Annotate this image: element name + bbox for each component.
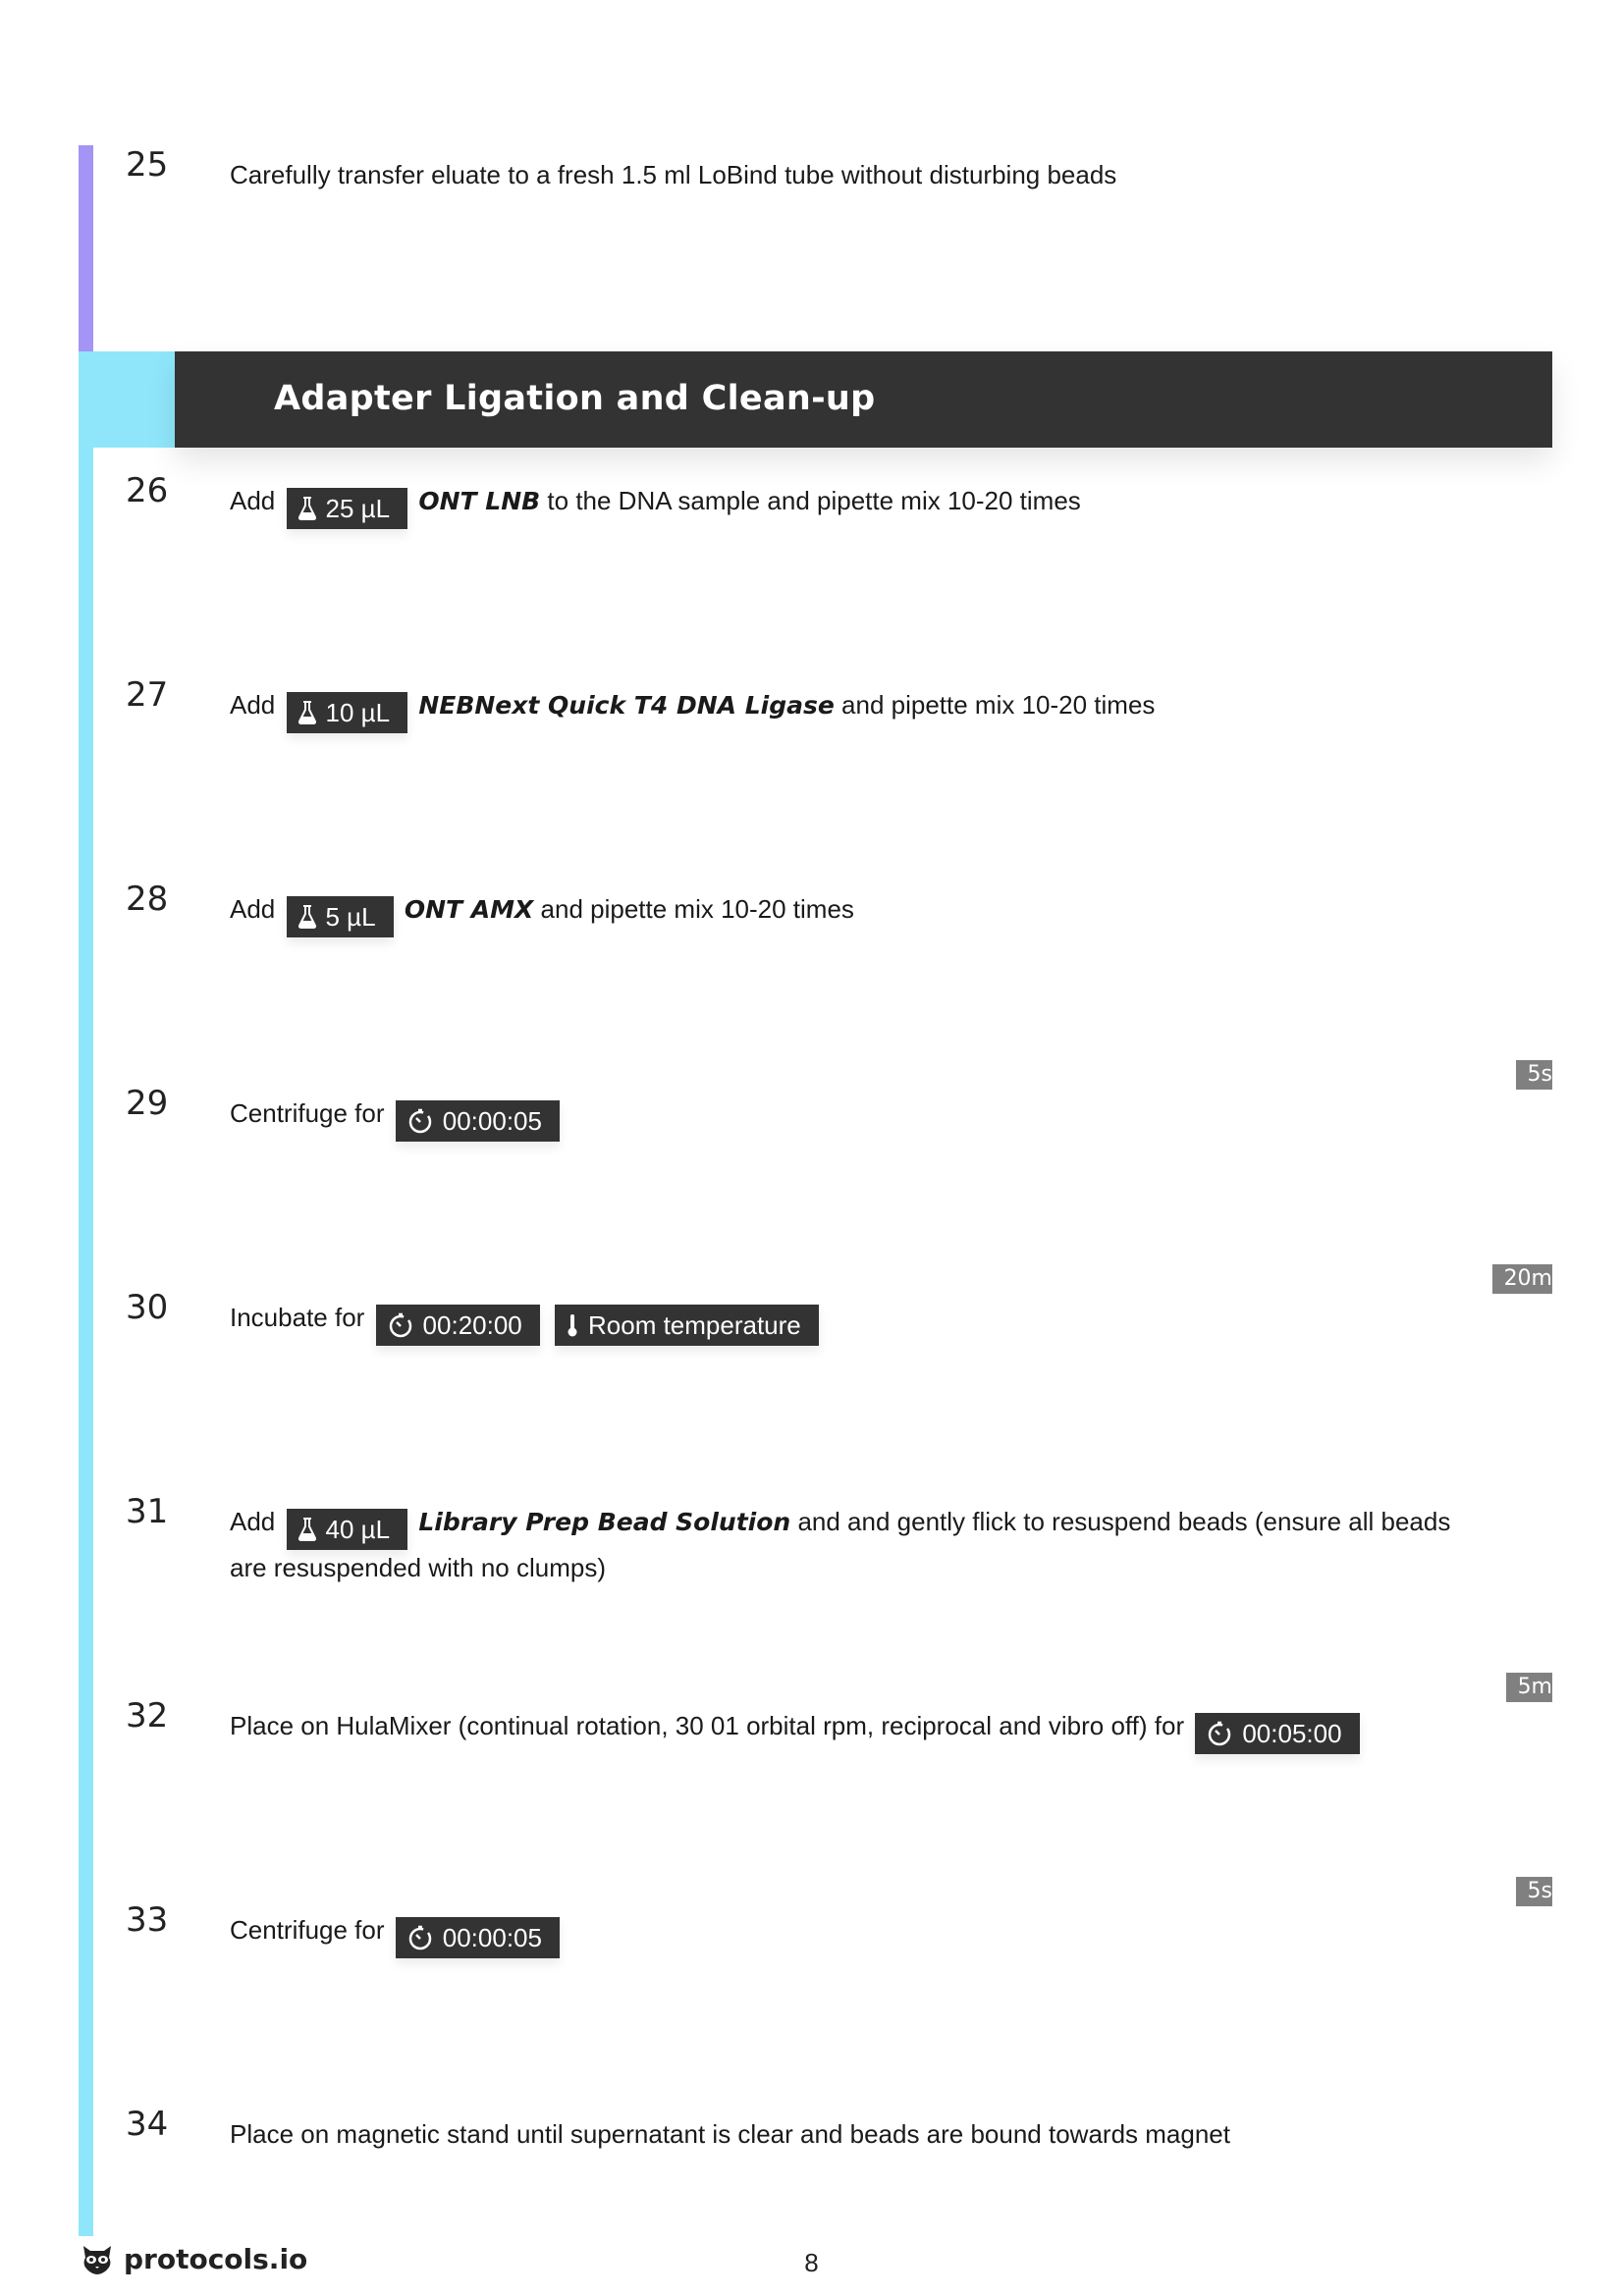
step-text: Centrifuge for 00:00:05 <box>230 1907 1506 1952</box>
step-text: Incubate for 00:20:00 Room temperature <box>230 1295 1506 1340</box>
timer-icon <box>407 1108 433 1134</box>
reagent-name: Library Prep Bead Solution <box>418 1508 791 1536</box>
thermometer-icon <box>567 1313 578 1337</box>
step-number: 34 <box>126 2105 169 2144</box>
amount-chip: 5 µL <box>287 896 394 937</box>
duration-badge: 5m <box>1506 1673 1552 1702</box>
step-number: 32 <box>126 1696 169 1735</box>
step-number: 30 <box>126 1288 169 1327</box>
duration-badge: 5s <box>1516 1060 1552 1090</box>
flask-icon <box>298 905 316 929</box>
section-title: Adapter Ligation and Clean-up <box>274 379 876 418</box>
amount-chip: 10 µL <box>287 692 408 733</box>
timer-chip[interactable]: 00:20:00 <box>376 1305 540 1346</box>
step-text: Add 10 µL NEBNext Quick T4 DNA Ligase and pipette mix 10-20 times <box>230 682 1506 728</box>
step-text: Add 5 µL ONT AMX and pipette mix 10-20 times <box>230 886 1506 933</box>
duration-badge: 5s <box>1516 1877 1552 1906</box>
flask-icon <box>298 497 316 520</box>
step-text: Add 25 µL ONT LNB to the DNA sample and pipette mix 10-20 times <box>230 478 1506 524</box>
step-text: Carefully transfer eluate to a fresh 1.5 ml LoBind tube without disturbing beads <box>230 160 1117 189</box>
step-number: 27 <box>126 675 169 715</box>
section-bar <box>79 351 93 2236</box>
step-text: Add 40 µL Library Prep Bead Solution and and gently flick to resuspend beads (ensure all beads are resuspended with no clumps) <box>230 1507 1451 1582</box>
step-number: 26 <box>126 471 169 510</box>
timer-chip[interactable]: 00:00:05 <box>396 1100 560 1142</box>
step-number: 33 <box>126 1900 169 1940</box>
section-marker <box>93 351 175 448</box>
step-number: 25 <box>126 145 169 185</box>
timer-icon <box>407 1925 433 1950</box>
step-group-bar <box>79 145 93 351</box>
reagent-name: ONT LNB <box>418 487 541 515</box>
reagent-name: NEBNext Quick T4 DNA Ligase <box>418 691 835 720</box>
amount-chip: 40 µL <box>287 1509 408 1550</box>
step-text: Place on HulaMixer (continual rotation, 30 01 orbital rpm, reciprocal and vibro off) for 00:05:00 <box>230 1703 1506 1748</box>
step-number: 29 <box>126 1084 169 1123</box>
flask-icon <box>298 1518 316 1541</box>
page-number: 8 <box>804 2248 819 2277</box>
step-text: Place on magnetic stand until supernatant is clear and beads are bound towards magnet <box>230 2119 1230 2149</box>
section-header <box>175 351 1552 448</box>
step-text: Centrifuge for 00:00:05 <box>230 1091 1506 1136</box>
amount-chip: 25 µL <box>287 488 408 529</box>
flask-icon <box>298 701 316 724</box>
step-number: 28 <box>126 880 169 919</box>
timer-chip[interactable]: 00:00:05 <box>396 1917 560 1958</box>
duration-badge: 20m <box>1492 1264 1552 1294</box>
temperature-chip: Room temperature <box>555 1305 819 1346</box>
timer-chip[interactable]: 00:05:00 <box>1195 1713 1359 1754</box>
timer-icon <box>1207 1721 1232 1746</box>
brand-name: protocols.io <box>124 2242 308 2275</box>
reagent-name: ONT AMX <box>404 895 534 924</box>
step-number: 31 <box>126 1492 169 1531</box>
timer-icon <box>388 1312 413 1338</box>
